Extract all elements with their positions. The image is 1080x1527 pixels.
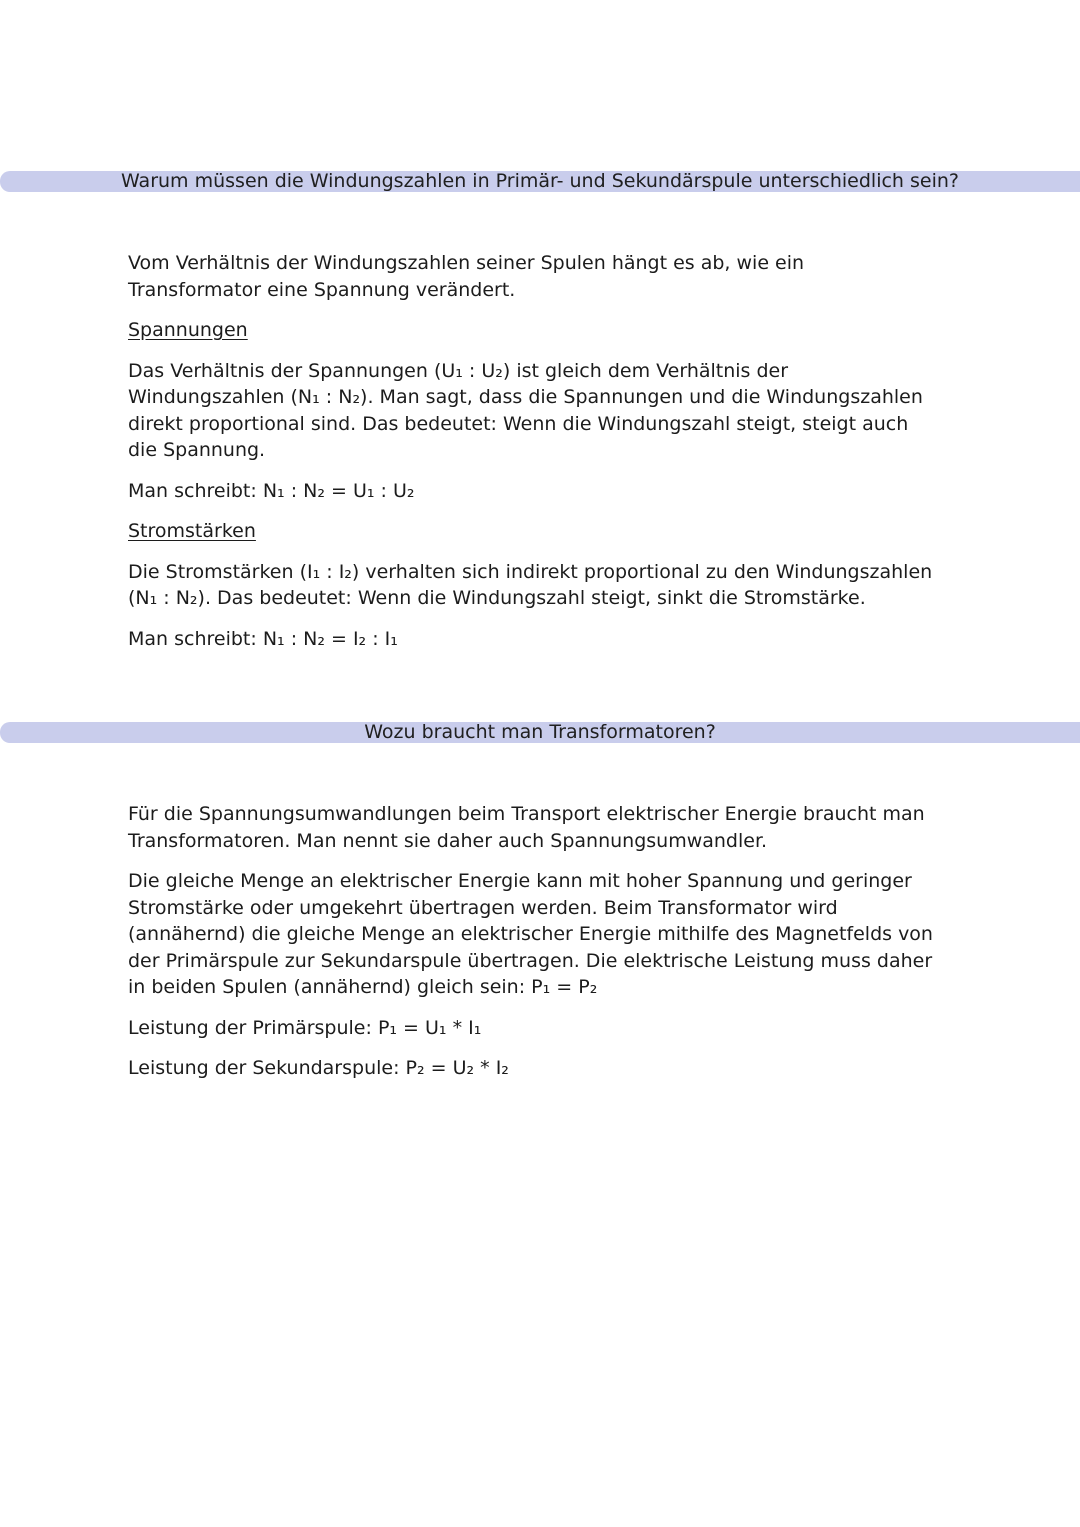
section-header-band-1 [0, 171, 1080, 192]
stromstaerken-formula: Man schreibt: N₁ : N₂ = I₂ : I₁ [128, 627, 398, 650]
spannungen-paragraph: Das Verhältnis der Spannungen (U₁ : U₂) ist gleich dem Verhältnis der Windungszahlen (N₁ : N₂). Man sagt, dass die Spannungen und die Windungszahlen direkt proportional sind. Das bedeutet: Wenn die Windungszahl steigt, steigt auch die Spannung. [128, 359, 923, 461]
section-header-band-2 [0, 722, 1080, 743]
section-2-content [128, 801, 938, 1096]
secondary-power-formula: Leistung der Sekundarspule: P₂ = U₂ * I₂ [128, 1057, 509, 1079]
spannungen-heading: Spannungen [128, 319, 248, 341]
section-title-1: Warum müssen die Windungszahlen in Primär- und Sekundärspule unterschiedlich sein? [120, 170, 959, 192]
section-title-2: Wozu braucht man Transformatoren? [364, 721, 716, 743]
transport-paragraph: Für die Spannungsumwandlungen beim Transport elektrischer Energie braucht man Transformatoren. Man nennt sie daher auch Spannungsumwandler. [128, 803, 925, 852]
primary-power-formula: Leistung der Primärspule: P₁ = U₁ * I₁ [128, 1016, 482, 1039]
section-1-content [128, 250, 938, 666]
energy-paragraph: Die gleiche Menge an elektrischer Energie kann mit hoher Spannung und geringer Stromstärke oder umgekehrt übertragen werden. Beim Transformator wird (annähernd) die gleiche Menge an elektrischer Energie mithilfe des Magnetfelds von der Primärspule zur Sekundarspule übertragen. Die elektrische Leistung muss daher in beiden Spulen (annähernd) gleich sein: P₁ = P₂ [128, 870, 933, 998]
stromstaerken-paragraph: Die Stromstärken (I₁ : I₂) verhalten sich indirekt proportional zu den Windungszahlen (N₁ : N₂). Das bedeutet: Wenn die Windungszahl steigt, sinkt die Stromstärke. [128, 560, 933, 609]
intro-paragraph: Vom Verhältnis der Windungszahlen seiner Spulen hängt es ab, wie ein Transformator eine Spannung verändert. [128, 252, 805, 301]
stromstaerken-heading: Stromstärken [128, 520, 256, 542]
spannungen-formula: Man schreibt: N₁ : N₂ = U₁ : U₂ [128, 479, 415, 502]
